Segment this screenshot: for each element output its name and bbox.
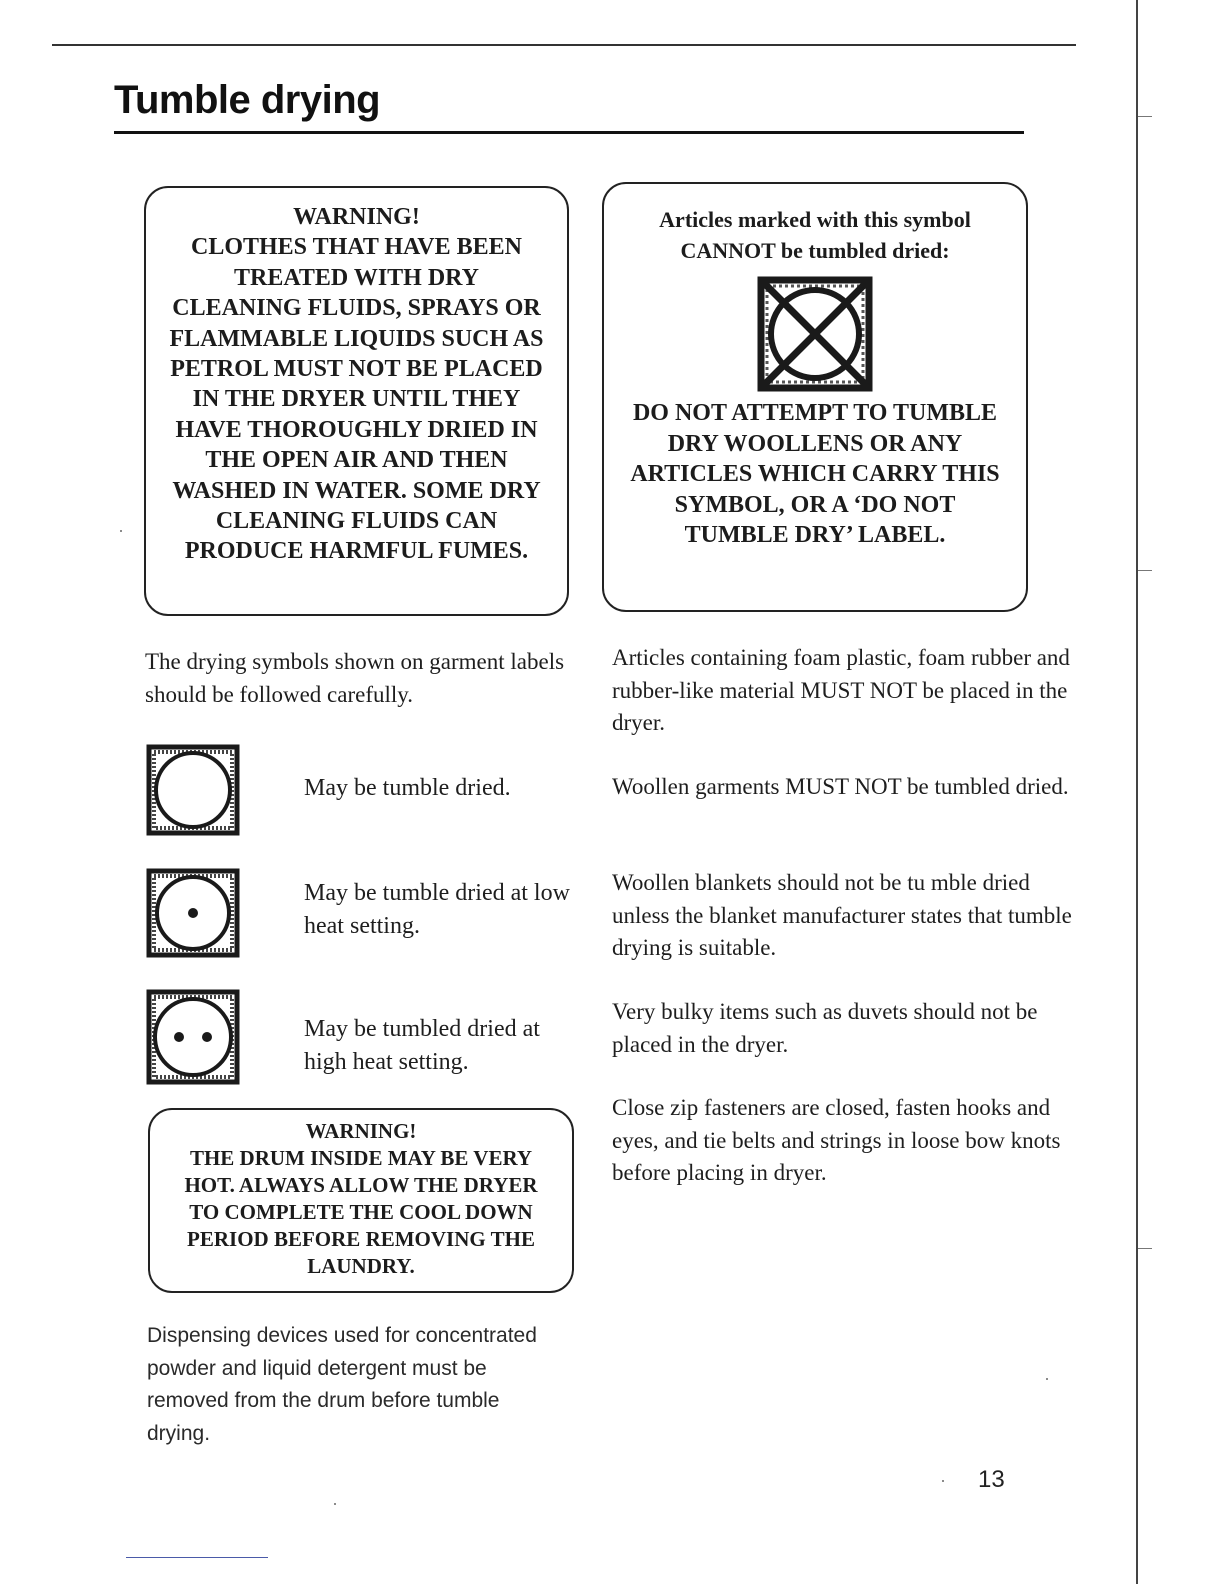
symbol-intro-line1: Articles marked with this symbol — [659, 207, 971, 232]
page-edge-line — [1136, 0, 1138, 1584]
edge-mark — [1138, 1248, 1152, 1249]
do-not-tumble-box — [602, 182, 1028, 612]
bulky-items-note: Very bulky items such as duvets should not be placed in the dryer. — [612, 999, 1038, 1057]
scan-speck — [120, 530, 122, 532]
scan-speck — [334, 1503, 336, 1505]
warning-text: CLOTHES THAT HAVE BEEN TREATED WITH DRY CLEANING FLUIDS, SPRAYS OR FLAMMABLE LIQUIDS SUCH AS PETROL MUST NOT BE PLACED IN THE DRYER UNTIL THEY HAVE THOROUGHLY DRIED IN THE OPEN AIR AND THEN WASHED IN WATER. SOME DRY CLEANING FLUIDS CAN PRODUCE HARMFUL FUMES. — [169, 234, 544, 565]
woollen-garments-note: Woollen garments MUST NOT be tumbled dried. — [612, 774, 1069, 799]
edge-mark — [1138, 116, 1152, 117]
woollen-blankets-note: Woollen blankets should not be tu mble dried unless the blanket manufacturer states that tumble drying is suitable. — [612, 870, 1072, 960]
warning-heading: WARNING! — [293, 204, 420, 230]
do-not-tumble-dry-icon — [757, 276, 873, 392]
symbol-label-low-heat: May be tumble dried at low heat setting. — [304, 880, 570, 939]
title-underline — [114, 131, 1024, 134]
scan-speck — [1046, 1378, 1048, 1380]
page-number: 13 — [978, 1466, 1005, 1493]
tumble-dry-icon — [146, 744, 240, 836]
symbol-intro-line2: CANNOT be tumbled dried: — [680, 238, 950, 263]
tumble-dry-low-heat-icon — [146, 868, 240, 958]
page-title: Tumble drying — [114, 78, 381, 122]
symbol-label-tumble-dry: May be tumble dried. — [304, 775, 511, 801]
tumble-dry-high-heat-icon — [146, 989, 240, 1085]
dispensing-devices-note: Dispensing devices used for concentrated powder and liquid detergent must be removed from the drum before tumble drying. — [147, 1324, 537, 1445]
fasteners-note: Close zip fasteners are closed, fasten hooks and eyes, and tie belts and strings in loose bow knots before placing in dryer. — [612, 1095, 1061, 1185]
drying-symbols-intro: The drying symbols shown on garment labels should be followed carefully. — [145, 649, 565, 707]
scan-speck — [942, 1480, 944, 1482]
warning2-text: THE DRUM INSIDE MAY BE VERY HOT. ALWAYS ALLOW THE DRYER TO COMPLETE THE COOL DOWN PERIOD BEFORE REMOVING THE LAUNDRY. — [184, 1146, 538, 1278]
foam-plastic-note: Articles containing foam plastic, foam rubber and rubber-like material MUST NOT be placed in the dryer. — [612, 645, 1070, 735]
warning-box-flammable — [144, 186, 569, 616]
warning2-heading: WARNING! — [305, 1119, 417, 1143]
warning-box-hot-drum — [148, 1108, 574, 1293]
top-rule — [52, 44, 1076, 46]
edge-mark — [1138, 570, 1152, 571]
symbol-note: DO NOT ATTEMPT TO TUMBLE DRY WOOLLENS OR ANY ARTICLES WHICH CARRY THIS SYMBOL, OR A ‘DO NOT TUMBLE DRY’ LABEL. — [630, 400, 1000, 548]
symbol-label-high-heat: May be tumbled dried at high heat setting. — [304, 1016, 540, 1075]
bottom-scan-line — [126, 1557, 268, 1558]
